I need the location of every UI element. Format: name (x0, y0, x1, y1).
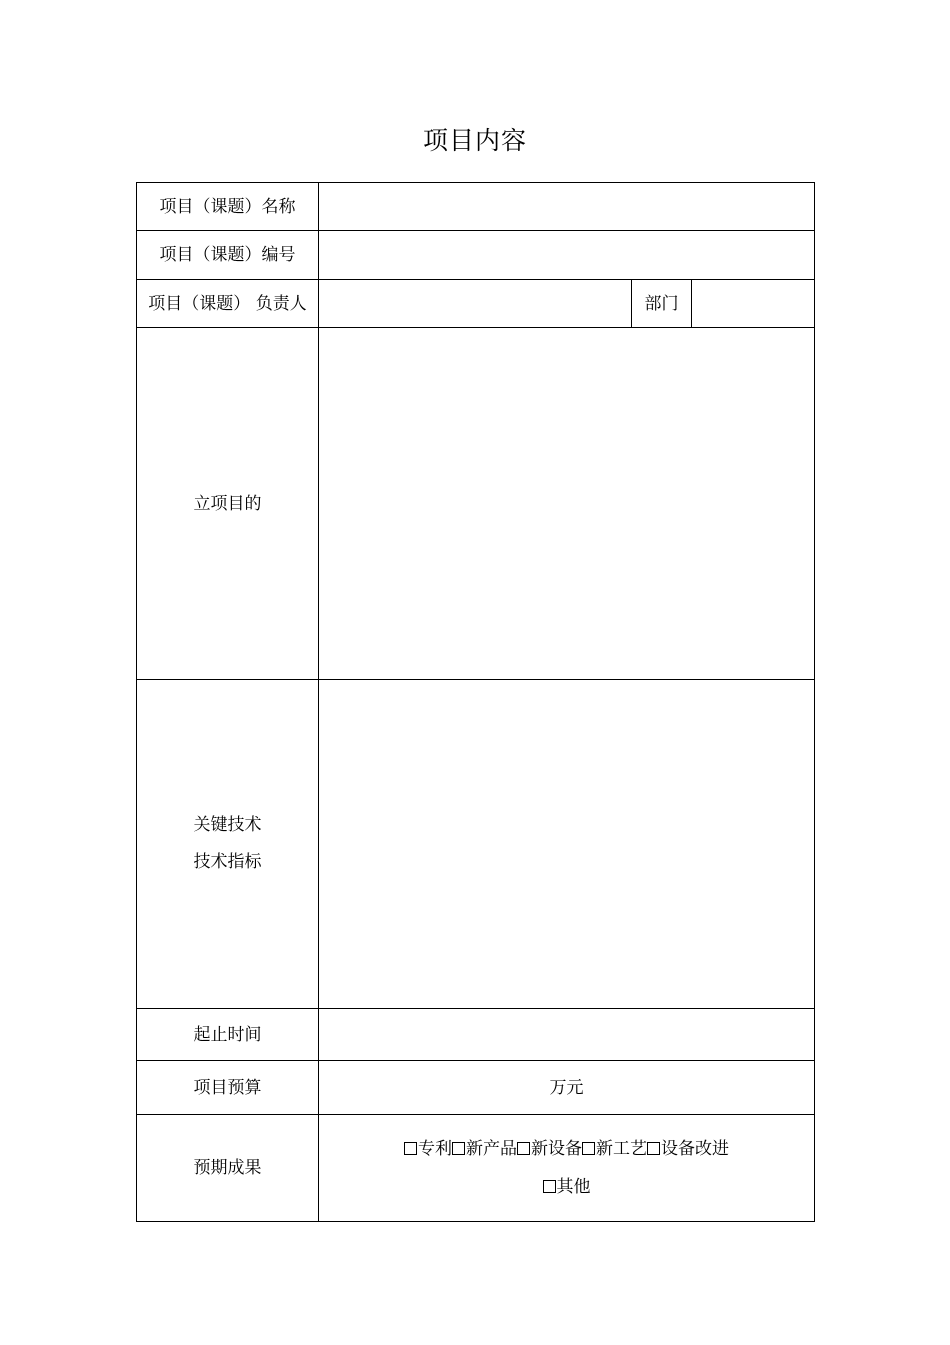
expected-outcome-field (319, 1115, 815, 1222)
outcome-option-new-product[interactable]: 新产品 (452, 1139, 517, 1159)
department-field[interactable] (692, 280, 815, 328)
checkbox-icon (517, 1142, 530, 1155)
key-technology-label (137, 680, 319, 1009)
period-field[interactable] (319, 1009, 815, 1061)
key-technology-label-line1: 关键技术 (193, 815, 262, 835)
outcome-options-line1 (319, 1130, 814, 1168)
checkbox-icon (582, 1142, 595, 1155)
outcome-option-equipment-improvement[interactable]: 设备改进 (647, 1139, 729, 1159)
row-key-technology (137, 680, 815, 1009)
project-name-field[interactable] (319, 183, 815, 231)
expected-outcome-label: 预期成果 (137, 1115, 319, 1222)
checkbox-icon (404, 1142, 417, 1155)
checkbox-icon (647, 1142, 660, 1155)
project-leader-field[interactable] (319, 280, 632, 328)
key-technology-label-line2: 技术指标 (193, 852, 262, 872)
row-project-number (137, 231, 815, 280)
project-leader-label: 项目（课题） 负责人 (137, 280, 319, 328)
row-project-leader (137, 280, 815, 328)
outcome-option-patent[interactable]: 专利 (404, 1139, 452, 1159)
row-project-purpose (137, 328, 815, 680)
project-purpose-label: 立项目的 (137, 328, 319, 680)
budget-unit: 万元 (549, 1077, 584, 1098)
row-expected-outcome (137, 1115, 815, 1222)
budget-field[interactable] (319, 1061, 815, 1115)
project-number-label: 项目（课题）编号 (137, 231, 319, 280)
outcome-option-new-process[interactable]: 新工艺 (582, 1139, 647, 1159)
page-title: 项目内容 (422, 126, 527, 155)
project-form-table (136, 182, 815, 1222)
project-name-label: 项目（课题）名称 (137, 183, 319, 231)
row-project-name (137, 183, 815, 231)
row-budget (137, 1061, 815, 1115)
checkbox-icon (452, 1142, 465, 1155)
budget-label: 项目预算 (137, 1061, 319, 1115)
project-number-field[interactable] (319, 231, 815, 280)
key-technology-field[interactable] (319, 680, 815, 1009)
department-label: 部门 (632, 280, 692, 328)
row-period (137, 1009, 815, 1061)
outcome-options-line2 (319, 1168, 814, 1206)
period-label: 起止时间 (137, 1009, 319, 1061)
outcome-option-other[interactable]: 其他 (543, 1177, 591, 1197)
project-purpose-field[interactable] (319, 328, 815, 680)
outcome-option-new-equipment[interactable]: 新设备 (517, 1139, 582, 1159)
checkbox-icon (543, 1180, 556, 1193)
